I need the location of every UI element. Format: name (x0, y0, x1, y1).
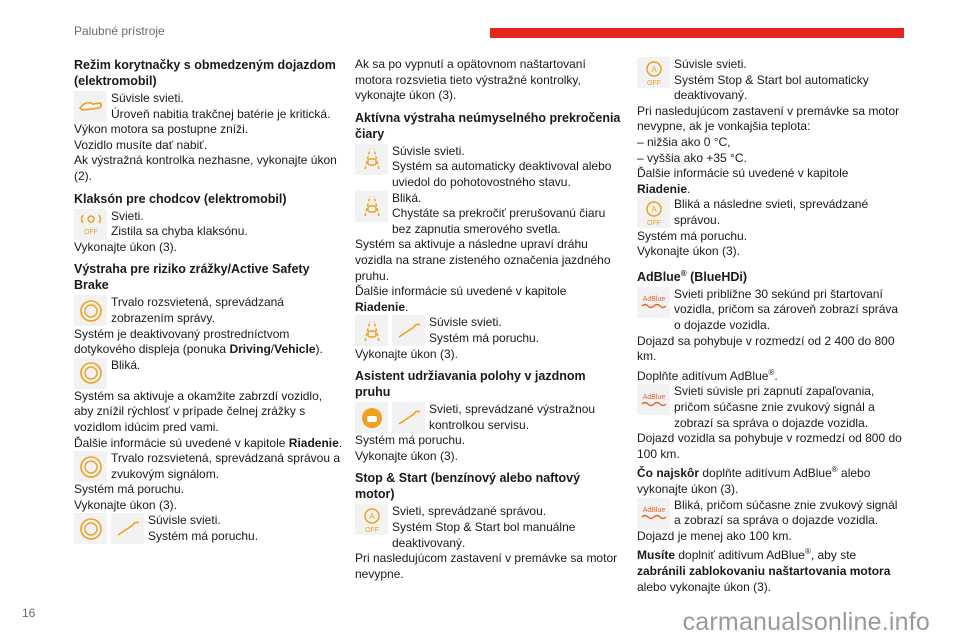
wrench-icon (392, 402, 425, 433)
warning-row (355, 144, 623, 191)
text: Systém sa aktivuje a okamžite zabrzdí vozidlo, aby znížil rýchlosť v prípade čelnej zrážky s vozidlom idúcim pred vami. (74, 388, 323, 434)
pedestrian-horn-off-icon (74, 209, 107, 240)
svg-text:OFF: OFF (646, 79, 661, 86)
heading-collision-alert: Výstraha pre riziko zrážky/Active Safety Brake (74, 262, 310, 293)
text: Systém sa automaticky deaktivoval alebo uviedol do pohotovostného stavu. (392, 159, 612, 189)
text: Pri nasledujúcom zastavení v premávke sa motor nevypne, ak je vonkajšia teplota: (637, 103, 900, 134)
warning-row (74, 295, 344, 326)
page-number: 16 (22, 606, 36, 620)
warning-row (74, 513, 344, 544)
text: Systém Stop & Start bol automaticky deaktivovaný. (674, 72, 869, 103)
warning-row (355, 504, 623, 551)
svg-text:OFF: OFF (364, 526, 379, 533)
text: Systém má poruchu. (355, 433, 466, 448)
lane-departure-icon (355, 315, 388, 346)
text: Systém má poruchu. (148, 529, 259, 544)
text: Svieti približne 30 sekúnd pri štartovaní vozidla, pričom sa zároveň zobrazí správa o dojazde vozidla. (674, 286, 899, 333)
heading-adblue: AdBlue® (BlueHDi) (637, 268, 748, 284)
adblue-icon (637, 287, 670, 318)
adblue-icon (637, 384, 670, 415)
text: Systém sa aktivuje a následne upraví dráhu vozidla na strane zisteného označenia jazdného pruhu. (355, 237, 611, 283)
text: Chystáte sa prekročiť prerušovanú čiaru bez zapnutia smerového svetla. (392, 206, 606, 236)
text: Doplňte aditívum AdBlue®. (637, 367, 778, 383)
text: Vozidlo musíte dať nabiť. (74, 137, 208, 152)
stop-start-off-icon (637, 57, 670, 88)
svg-text:OFF: OFF (83, 229, 98, 237)
svg-text:AdBlue: AdBlue (642, 393, 665, 401)
text: Súvisle svieti. (111, 91, 184, 105)
wrench-icon (392, 315, 425, 346)
text: Vykonajte úkon (3). (355, 448, 458, 463)
running-head: Palubné prístroje (74, 24, 165, 38)
heading-turtle-mode: Režim korytnačky s obmedzeným dojazdom (elektromobil) (74, 58, 336, 88)
text: Systém má poruchu. (429, 330, 540, 345)
wrench-icon (111, 513, 144, 544)
text: Súvisle svieti. (148, 513, 221, 528)
text: Svieti, sprevádzané správou. (392, 504, 547, 519)
text: Súvisle svieti. (674, 57, 747, 71)
svg-text:AdBlue: AdBlue (642, 507, 665, 515)
warning-row (74, 209, 344, 240)
text: Zistila sa chyba klaksónu. (111, 224, 248, 239)
text: Bliká, pričom súčasne znie zvukový signál a zobrazí sa správa o dojazde vozidla. (674, 497, 898, 528)
heading-pedestrian-horn: Klaksón pre chodcov (elektromobil) (74, 191, 287, 206)
column-3 (637, 57, 907, 595)
warning-row (355, 315, 623, 346)
warning-row (74, 451, 344, 482)
text: Bliká. (111, 357, 141, 372)
lane-departure-icon (355, 191, 388, 222)
text: Čo najskôr doplňte aditívum AdBlue® alebo vykonajte úkon (3). (637, 465, 871, 496)
text: Trvalo rozsvietená, sprevádzaná zobrazením správy. (111, 295, 284, 325)
svg-text:A: A (650, 204, 657, 214)
text: Systém má poruchu. (637, 228, 748, 243)
text: Ďalšie informácie sú uvedené v kapitole Riadenie. (74, 435, 343, 450)
text: Výkon motora sa postupne zníži. (74, 122, 249, 137)
heading-stop-start: Stop & Start (benzínový alebo naftový motor) (355, 471, 581, 502)
lane-keeping-icon (355, 402, 388, 433)
text: Svieti súvisle pri zapnutí zapaľovania, pričom súčasne znie zvukový signál a zobrazí sa správa o dojazde vozidla. (674, 384, 875, 430)
text: Ak sa po vypnutí a opätovnom naštartovaní motora rozsvietia tieto výstražné kontrolky, vykonajte úkon (3). (355, 57, 586, 103)
warning-row (355, 402, 623, 433)
text: Bliká a následne svieti, sprevádzané správou. (674, 197, 869, 227)
svg-text:AdBlue: AdBlue (642, 296, 665, 304)
text: Vykonajte úkon (3). (74, 497, 177, 512)
svg-text:A: A (650, 64, 657, 74)
column-2 (355, 57, 623, 582)
warning-row (637, 287, 907, 334)
text: – nižšia ako 0 °C, (637, 134, 731, 149)
svg-text:OFF: OFF (646, 219, 661, 226)
turtle-icon (74, 91, 107, 122)
watermark: carmanualsonline.info (682, 608, 930, 636)
collision-alert-icon (74, 295, 107, 326)
warning-row (74, 358, 344, 389)
heading-lane-keeping: Asistent udržiavania polohy v jazdnom pruhu (355, 369, 586, 400)
text: Vykonajte úkon (3). (637, 244, 740, 259)
text: Trvalo rozsvietená, sprevádzaná správou a zvukovým signálom. (111, 451, 341, 481)
text: Ďalšie informácie sú uvedené v kapitole Riadenie. (355, 284, 567, 314)
stop-start-off-icon (637, 197, 670, 228)
text: Ďalšie informácie sú uvedené v kapitole (637, 166, 849, 181)
text: Pri nasledujúcom zastavení v premávke sa motor nevypne. (355, 551, 618, 581)
text: Bliká. (392, 190, 422, 205)
text: Súvisle svieti. (392, 143, 465, 158)
stop-start-off-icon (355, 504, 388, 535)
svg-text:A: A (368, 511, 375, 521)
text: Dojazd vozidla sa pohybuje v rozmedzí od 800 do 100 km. (637, 431, 902, 461)
warning-row (637, 384, 907, 431)
warning-row (74, 91, 344, 122)
text: Riadenie. (637, 181, 691, 196)
heading-lane-departure: Aktívna výstraha neúmyselného prekročenia čiary (355, 110, 621, 141)
warning-row (637, 498, 907, 529)
collision-alert-icon (74, 513, 107, 544)
text: Úroveň nabitia trakčnej batérie je kritická. (111, 106, 331, 121)
warning-row (637, 57, 907, 104)
text: Systém má poruchu. (74, 482, 185, 497)
column-1 (74, 57, 344, 545)
lane-departure-icon (355, 144, 388, 175)
warning-row (637, 197, 907, 228)
text: Súvisle svieti. (429, 315, 502, 330)
text: Ak výstražná kontrolka nezhasne, vykonajte úkon (2). (74, 153, 337, 183)
text: Vykonajte úkon (3). (355, 346, 458, 361)
text: – vyššia ako +35 °C. (637, 150, 747, 165)
text: Systém je deaktivovaný prostredníctvom dotykového displeja (ponuka Driving/Vehicle). (74, 326, 323, 357)
collision-alert-icon (74, 451, 107, 482)
text: Systém Stop & Start bol manuálne deaktivovaný. (392, 520, 576, 550)
text: Dojazd je menej ako 100 km. (637, 528, 792, 543)
adblue-icon (637, 498, 670, 529)
accent-bar (490, 28, 904, 38)
collision-alert-icon (74, 358, 107, 389)
text: Vykonajte úkon (3). (74, 239, 177, 254)
text: Svieti. (111, 208, 144, 223)
warning-row (355, 191, 623, 238)
text: Dojazd sa pohybuje v rozmedzí od 2 400 do 800 km. (637, 333, 895, 364)
text: Musíte doplniť aditívum AdBlue®, aby ste zabránili zablokovaniu naštartovania motora alebo vykonajte úkon (3). (637, 547, 891, 594)
text: Svieti, sprevádzané výstražnou kontrolkou servisu. (429, 402, 596, 432)
